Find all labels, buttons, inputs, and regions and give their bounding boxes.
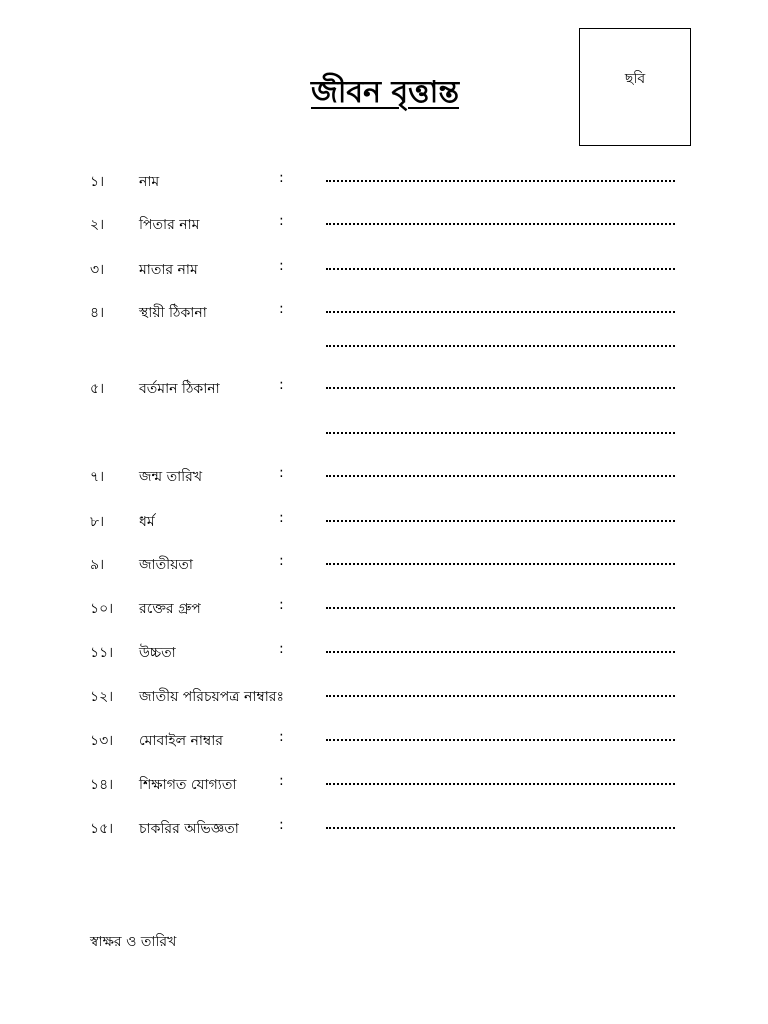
field-number: ১২। [90, 689, 114, 705]
field-colon: : [279, 553, 284, 569]
field-row-nid-number [0, 685, 768, 707]
field-number: ১০। [90, 601, 114, 617]
field-row-nationality [0, 553, 768, 575]
fill-line[interactable] [326, 180, 675, 182]
field-colon: : [279, 377, 284, 393]
fill-line[interactable] [326, 387, 675, 389]
field-label: মাতার নাম [139, 262, 198, 278]
field-label: নাম [139, 174, 160, 190]
field-colon: : [279, 817, 284, 833]
fill-line-extra[interactable] [326, 432, 675, 434]
field-number: ১৪। [90, 777, 114, 793]
field-colon: : [279, 510, 284, 526]
fill-line-extra[interactable] [326, 345, 675, 347]
field-number: ১১। [90, 645, 114, 661]
field-colon: : [279, 301, 284, 317]
fill-line[interactable] [326, 520, 675, 522]
field-row-father-name [0, 213, 768, 235]
field-colon: : [279, 729, 284, 745]
field-colon: : [279, 258, 284, 274]
field-row-mobile-number [0, 729, 768, 751]
field-number: ৮। [90, 514, 105, 530]
field-number: ৫। [90, 381, 105, 397]
field-number: ২। [90, 217, 105, 233]
fill-line[interactable] [326, 268, 675, 270]
fill-line[interactable] [326, 607, 675, 609]
signature-label: স্বাক্ষর ও তারিখ [90, 934, 177, 950]
field-label: পিতার নাম [139, 217, 200, 233]
fill-line[interactable] [326, 651, 675, 653]
field-label: উচ্চতা [139, 645, 176, 661]
field-label: চাকরির অভিজ্ঞতা [139, 821, 239, 837]
field-label: শিক্ষাগত যোগ্যতা [139, 777, 237, 793]
field-number: ৩। [90, 262, 105, 278]
field-row-blood-group [0, 597, 768, 619]
field-row-name [0, 170, 768, 192]
field-number: ৪। [90, 305, 105, 321]
field-label: জাতীয়তা [139, 557, 193, 573]
field-colon: : [279, 170, 284, 186]
fill-line[interactable] [326, 223, 675, 225]
fill-line[interactable] [326, 739, 675, 741]
fill-line[interactable] [326, 827, 675, 829]
field-row-birth-date [0, 465, 768, 487]
field-label: বর্তমান ঠিকানা [139, 381, 220, 397]
field-colon: : [279, 213, 284, 229]
field-colon: : [279, 773, 284, 789]
field-colon: : [279, 641, 284, 657]
field-colon: : [279, 465, 284, 481]
field-row-present-address [0, 377, 768, 399]
field-label: ধর্ম [139, 514, 155, 530]
field-label: মোবাইল নাম্বার [139, 733, 223, 749]
page-title: জীবন বৃত্তান্ত [311, 75, 459, 110]
field-number: ৯। [90, 557, 105, 573]
field-number: ১৩। [90, 733, 114, 749]
field-label: জন্ম তারিখ [139, 469, 203, 485]
photo-label: ছবি [624, 71, 646, 87]
fill-line[interactable] [326, 475, 675, 477]
fill-line[interactable] [326, 311, 675, 313]
field-row-height [0, 641, 768, 663]
field-row-religion [0, 510, 768, 532]
field-number: ৭। [90, 469, 105, 485]
field-row-mother-name [0, 258, 768, 280]
field-row-permanent-address [0, 301, 768, 323]
field-label: জাতীয় পরিচয়পত্র নাম্বারঃ [139, 689, 284, 705]
photo-box [579, 28, 691, 146]
field-number: ১৫। [90, 821, 114, 837]
field-number: ১। [90, 174, 105, 190]
field-label: রক্তের গ্রুপ [139, 601, 201, 617]
field-colon: : [279, 597, 284, 613]
fill-line[interactable] [326, 783, 675, 785]
fill-line[interactable] [326, 695, 675, 697]
field-label: স্থায়ী ঠিকানা [139, 305, 207, 321]
field-row-education [0, 773, 768, 795]
fill-line[interactable] [326, 563, 675, 565]
field-row-job-experience [0, 817, 768, 839]
